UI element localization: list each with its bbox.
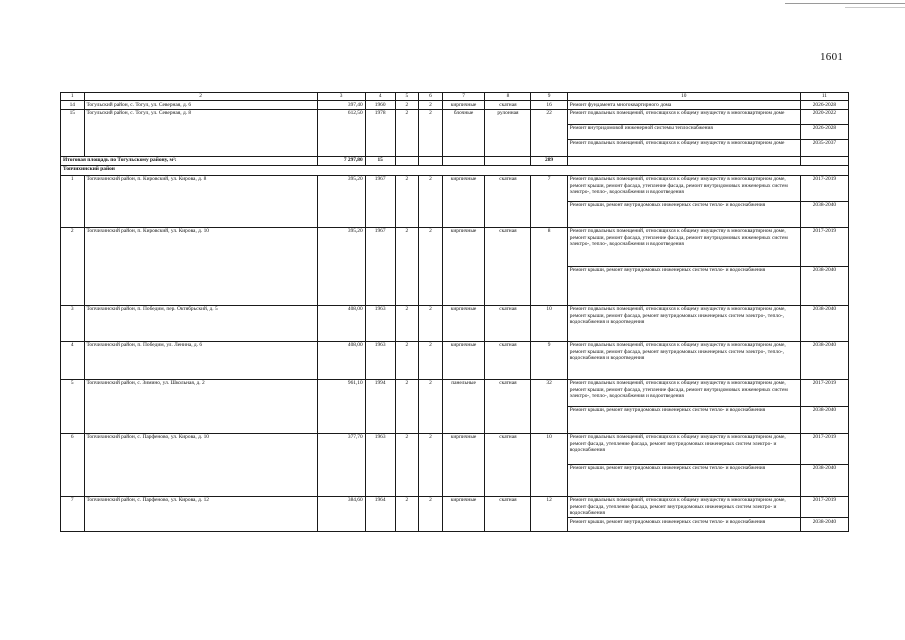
- apartment-count: 10: [531, 433, 567, 496]
- wall-material: блочные: [442, 109, 485, 156]
- repair-period: 2017-2019: [800, 433, 848, 464]
- district-total-label: Итоговая площадь по Тогульскому району, м²:: [61, 156, 318, 165]
- repair-work-description: Ремонт подвальных помещений, относящихся к общему имуществу в многоквартирном доме, ремонт фасада, утепление фасада, ремонт внутридомовых инженерных систем электро- и водоснабжения: [567, 496, 800, 518]
- roof-type: скатная: [485, 433, 531, 496]
- row-number: 15: [61, 109, 85, 156]
- repair-period: 2038-2040: [800, 266, 848, 305]
- wall-material: кирпичные: [442, 341, 485, 379]
- entrance-count: 2: [419, 305, 443, 341]
- entrance-count: 2: [419, 496, 443, 532]
- total-area: 408,00: [317, 305, 365, 341]
- row-number: 4: [61, 341, 85, 379]
- repair-period: 2038-2040: [800, 518, 848, 532]
- column-number: 8: [485, 93, 531, 101]
- wall-material: кирпичные: [442, 101, 485, 110]
- column-number: 1: [61, 93, 85, 101]
- empty-cell: [395, 156, 419, 165]
- entrance-count: 2: [419, 227, 443, 305]
- repair-period: 2035-2037: [800, 139, 848, 156]
- district-total-area: 7 297,80: [317, 156, 365, 165]
- floor-count: 2: [395, 109, 419, 156]
- empty-cell: [485, 156, 531, 165]
- column-number: 2: [84, 93, 317, 101]
- entrance-count: 2: [419, 175, 443, 227]
- total-area: 961,10: [317, 379, 365, 433]
- construction-year: 1964: [365, 496, 395, 532]
- register-body: [61, 93, 849, 532]
- wall-material: кирпичные: [442, 227, 485, 305]
- construction-year: 1963: [365, 433, 395, 496]
- repair-period: 2020-2022: [800, 109, 848, 124]
- apartment-count: 10: [531, 305, 567, 341]
- repair-work-description: Ремонт подвальных помещений, относящихся к общему имуществу в многоквартирном доме, ремонт фасада, утепление фасада, ремонт внутридомовых инженерных систем электро- и водоснабжения: [567, 433, 800, 464]
- repair-period: 2017-2019: [800, 227, 848, 266]
- apartment-count: 9: [531, 341, 567, 379]
- building-address: Топчихинский район, с. Парфеново, ул. Кирова, д. 10: [84, 433, 317, 496]
- apartment-count: 16: [531, 101, 567, 110]
- floor-count: 2: [395, 227, 419, 305]
- row-number: 5: [61, 379, 85, 433]
- building-row: [61, 433, 849, 464]
- column-number-row: [61, 93, 849, 101]
- construction-year: 1967: [365, 175, 395, 227]
- construction-year: 1994: [365, 379, 395, 433]
- repair-period: 2038-2040: [800, 305, 848, 341]
- roof-type: скатная: [485, 496, 531, 532]
- total-area: 395,20: [317, 175, 365, 227]
- construction-year: 1963: [365, 305, 395, 341]
- building-address: Топчихинский район, с. Парфеново, ул. Кирова, д. 12: [84, 496, 317, 532]
- building-address: Тогульский район, с. Тогул, ул. Северная, д. 8: [84, 109, 317, 156]
- building-row: [61, 305, 849, 341]
- row-number: 6: [61, 433, 85, 496]
- repair-work-description: Ремонт внутридомовой инженерной системы теплоснабжения: [567, 124, 800, 139]
- empty-cell: [800, 156, 848, 165]
- column-number: 5: [395, 93, 419, 101]
- apartment-count: 7: [531, 175, 567, 227]
- row-number: 3: [61, 305, 85, 341]
- floor-count: 2: [395, 433, 419, 496]
- district-total-row: [61, 156, 849, 165]
- building-address: Топчихинский район, п. Кировский, ул. Кирова, д. 8: [84, 175, 317, 227]
- empty-cell: [442, 156, 485, 165]
- repair-work-description: Ремонт подвальных помещений, относящихся к общему имуществу в многоквартирном доме, ремонт крыши, ремонт фасада, утепление фасада, ремонт внутридомовых инженерных систем электро-, тепло-, водоснабжения и водоотведения: [567, 227, 800, 266]
- repair-work-description: Ремонт подвальных помещений, относящихся к общему имуществу в многоквартирном доме, ремонт крыши, ремонт фасада, ремонт внутридомовых инженерных систем электро-, тепло-, водоснабжения и водоотведения: [567, 341, 800, 379]
- district-section-row: [61, 165, 849, 175]
- roof-type: скатная: [485, 379, 531, 433]
- entrance-count: 2: [419, 379, 443, 433]
- roof-type: скатная: [485, 227, 531, 305]
- repair-work-description: Ремонт крыши, ремонт внутридомовых инженерных систем тепло- и водоснабжения: [567, 266, 800, 305]
- repair-work-description: Ремонт крыши, ремонт внутридомовых инженерных систем тепло- и водоснабжения: [567, 518, 800, 532]
- floor-count: 2: [395, 175, 419, 227]
- column-number: 9: [531, 93, 567, 101]
- building-row: [61, 109, 849, 124]
- building-row: [61, 175, 849, 201]
- repair-period: 2017-2019: [800, 379, 848, 406]
- repair-work-description: Ремонт фундамента многоквартирного дома: [567, 101, 800, 110]
- repair-work-description: Ремонт подвальных помещений, относящихся к общему имуществу в многоквартирном доме: [567, 139, 800, 156]
- wall-material: кирпичные: [442, 175, 485, 227]
- repair-period: 2038-2040: [800, 201, 848, 227]
- apartment-count: 22: [531, 109, 567, 156]
- repair-period: 2038-2040: [800, 341, 848, 379]
- roof-type: скатная: [485, 175, 531, 227]
- total-area: 395,20: [317, 227, 365, 305]
- apartment-count: 12: [531, 496, 567, 532]
- district-total-apartments: 289: [531, 156, 567, 165]
- roof-type: скатная: [485, 101, 531, 110]
- floor-count: 2: [395, 305, 419, 341]
- floor-count: 2: [395, 101, 419, 110]
- building-row: [61, 341, 849, 379]
- repair-period: 2026-2028: [800, 101, 848, 110]
- column-number: 3: [317, 93, 365, 101]
- roof-type: скатная: [485, 305, 531, 341]
- repair-register-table: [60, 92, 849, 532]
- repair-work-description: Ремонт крыши, ремонт внутридомовых инженерных систем тепло- и водоснабжения: [567, 201, 800, 227]
- repair-period: 2026-2028: [800, 124, 848, 139]
- column-number: 11: [800, 93, 848, 101]
- district-section-title: Топчихинский район: [61, 165, 849, 175]
- total-area: 377,70: [317, 433, 365, 496]
- entrance-count: 2: [419, 101, 443, 110]
- building-row: [61, 227, 849, 266]
- row-number: 1: [61, 175, 85, 227]
- construction-year: 1978: [365, 109, 395, 156]
- roof-type: скатная: [485, 341, 531, 379]
- construction-year: 1960: [365, 101, 395, 110]
- scan-edge-line: [785, 3, 905, 4]
- building-address: Тогульский район, с. Тогул, ул. Северная, д. 6: [84, 101, 317, 110]
- building-address: Топчихинский район, п. Победим, пер. Октябрьский, д. 5: [84, 305, 317, 341]
- repair-work-description: Ремонт крыши, ремонт внутридомовых инженерных систем тепло- и водоснабжения: [567, 406, 800, 433]
- total-area: 384,60: [317, 496, 365, 532]
- scan-edge-line-secondary: [845, 7, 905, 8]
- entrance-count: 2: [419, 433, 443, 496]
- construction-year: 1967: [365, 227, 395, 305]
- roof-type: рулонная: [485, 109, 531, 156]
- district-total-count: 15: [365, 156, 395, 165]
- total-area: 612,50: [317, 109, 365, 156]
- row-number: 7: [61, 496, 85, 532]
- repair-period: 2038-2040: [800, 406, 848, 433]
- wall-material: кирпичные: [442, 433, 485, 496]
- repair-period: 2017-2019: [800, 496, 848, 518]
- page-number: 1601: [820, 51, 844, 63]
- repair-work-description: Ремонт подвальных помещений, относящихся к общему имуществу в многоквартирном доме, ремонт крыши, ремонт фасада, утепление фасада, ремонт внутридомовых инженерных систем электро-, тепло-, водоснабжения и водоотведения: [567, 175, 800, 201]
- wall-material: панельные: [442, 379, 485, 433]
- repair-work-description: Ремонт подвальных помещений, относящихся к общему имуществу в многоквартирном доме: [567, 109, 800, 124]
- repair-work-description: Ремонт подвальных помещений, относящихся к общему имуществу в многоквартирном доме, ремонт крыши, ремонт фасада, утепление фасада, ремонт внутридомовых инженерных систем электро-, тепло-, водоснабжения и водоотведения: [567, 379, 800, 406]
- building-row: [61, 101, 849, 110]
- apartment-count: 32: [531, 379, 567, 433]
- column-number: 4: [365, 93, 395, 101]
- floor-count: 2: [395, 379, 419, 433]
- building-row: [61, 496, 849, 518]
- total-area: 397,40: [317, 101, 365, 110]
- column-number: 7: [442, 93, 485, 101]
- wall-material: кирпичные: [442, 496, 485, 532]
- building-address: Топчихинский район, с. Зимино, ул. Школьная, д. 2: [84, 379, 317, 433]
- wall-material: кирпичные: [442, 305, 485, 341]
- row-number: 2: [61, 227, 85, 305]
- building-address: Топчихинский район, п. Кировский, ул. Кирова, д. 10: [84, 227, 317, 305]
- floor-count: 2: [395, 341, 419, 379]
- repair-period: 2017-2019: [800, 175, 848, 201]
- construction-year: 1963: [365, 341, 395, 379]
- entrance-count: 2: [419, 109, 443, 156]
- building-address: Топчихинский район, п. Победим, ул. Ленина, д. 6: [84, 341, 317, 379]
- entrance-count: 2: [419, 341, 443, 379]
- repair-work-description: Ремонт подвальных помещений, относящихся к общему имуществу в многоквартирном доме, ремонт крыши, ремонт фасада, ремонт внутридомовых инженерных систем электро-, тепло-, водоснабжения и водоотведения: [567, 305, 800, 341]
- empty-cell: [419, 156, 443, 165]
- total-area: 408,00: [317, 341, 365, 379]
- repair-work-description: Ремонт крыши, ремонт внутридомовых инженерных систем тепло- и водоснабжения: [567, 464, 800, 496]
- column-number: 6: [419, 93, 443, 101]
- repair-period: 2038-2040: [800, 464, 848, 496]
- column-number: 10: [567, 93, 800, 101]
- empty-cell: [567, 156, 800, 165]
- building-row: [61, 379, 849, 406]
- apartment-count: 8: [531, 227, 567, 305]
- floor-count: 2: [395, 496, 419, 532]
- row-number: 14: [61, 101, 85, 110]
